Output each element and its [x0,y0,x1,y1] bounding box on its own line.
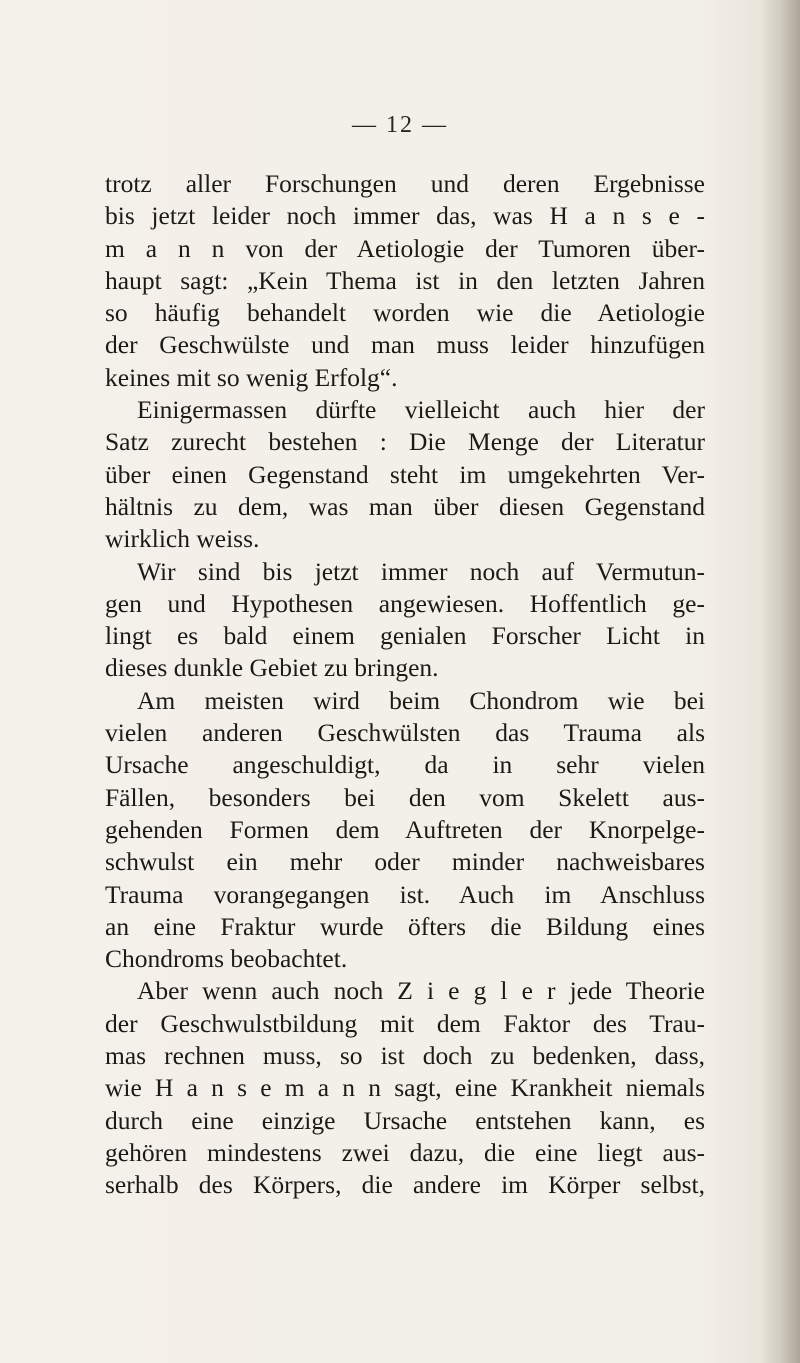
text-line: wie H a n s e m a n n sagt, eine Krankheit niemals [105,1073,705,1103]
text-line: mas rechnen muss, so ist doch zu bedenken, dass, [105,1041,705,1071]
page-number: — 12 — [352,112,448,138]
text-line: keines mit so wenig Erfolg“. [105,362,398,392]
text-line: Chondroms beobachtet. [105,944,348,974]
text-line: gehenden Formen dem Auftreten der Knorpelge- [105,814,705,844]
text-line: Fällen, besonders bei den vom Skelett aus- [105,782,705,812]
text-line: bis jetzt leider noch immer das, was H a n s e - [105,201,705,231]
page-edge-shadow [760,0,800,1363]
text-line: dieses dunkle Gebiet zu bringen. [105,653,439,683]
text-line: an eine Fraktur wurde öfters die Bildung eines [105,911,705,941]
text-line: hältnis zu dem, was man über diesen Gegenstand [105,491,705,521]
text-line: haupt sagt: „Kein Thema ist in den letzten Jahren [105,265,705,295]
text-line: der Geschwulstbildung mit dem Faktor des Trau- [105,1008,705,1038]
text-line: so häufig behandelt worden wie die Aetiologie [105,298,705,328]
text-line: schwulst ein mehr oder minder nachweisbares [105,847,705,877]
text-line: Satz zurecht bestehen : Die Menge der Literatur [105,427,705,457]
text-line: durch eine einzige Ursache entstehen kann, es [105,1105,705,1135]
body-text [105,168,705,1202]
text-line: über einen Gegenstand steht im umgekehrten Ver- [105,459,705,489]
text-line: Aber wenn auch noch Z i e g l e r jede Theorie [137,976,705,1006]
text-line: serhalb des Körpers, die andere im Körper selbst, [105,1170,705,1200]
text-line: vielen anderen Geschwülsten das Trauma als [105,718,705,748]
text-line: Einigermassen dürfte vielleicht auch hier der [137,395,705,425]
text-line: wirklich weiss. [105,524,260,554]
text-line: Wir sind bis jetzt immer noch auf Vermutun- [137,556,705,586]
text-line: Am meisten wird beim Chondrom wie bei [137,685,705,715]
text-line: Ursache angeschuldigt, da in sehr vielen [105,750,705,780]
text-line: gen und Hypothesen angewiesen. Hoffentlich ge- [105,588,705,618]
text-line: m a n n von der Aetiologie der Tumoren über- [105,233,705,263]
text-line: trotz aller Forschungen und deren Ergebnisse [105,169,705,198]
text-line: der Geschwülste und man muss leider hinzufügen [105,330,705,360]
text-line: Trauma vorangegangen ist. Auch im Anschluss [105,879,705,909]
text-line: lingt es bald einem genialen Forscher Licht in [105,621,705,651]
text-line: gehören mindestens zwei dazu, die eine liegt aus- [105,1137,705,1167]
